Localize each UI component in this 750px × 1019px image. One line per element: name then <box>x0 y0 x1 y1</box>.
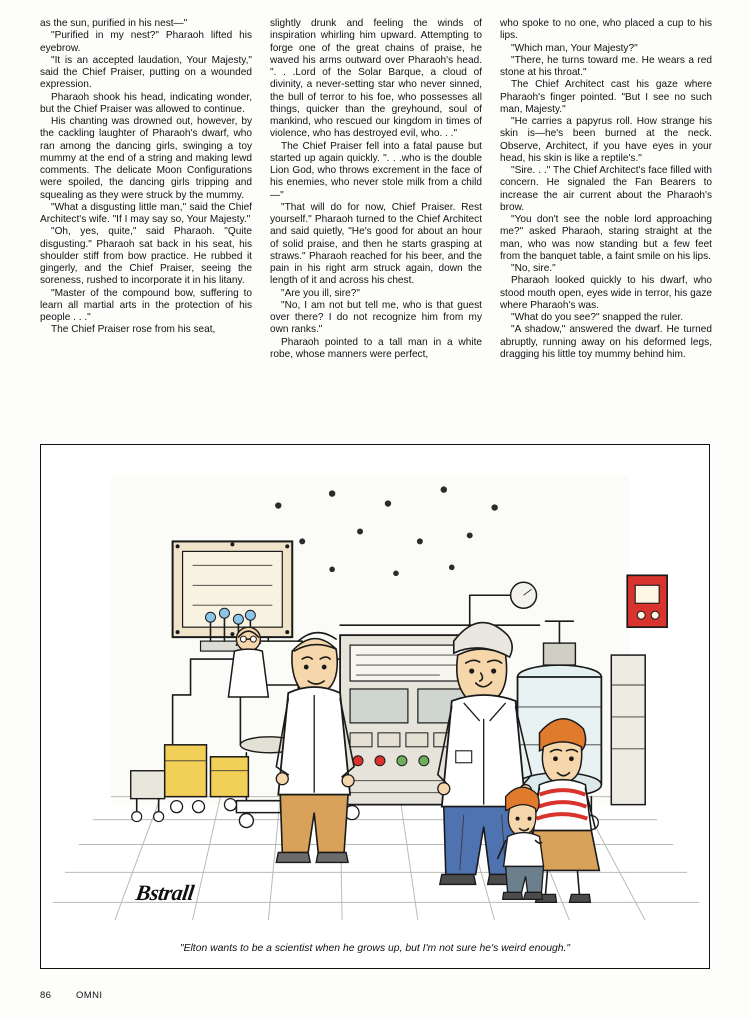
cartoon-panel <box>40 444 710 969</box>
cartoon-illustration <box>41 445 709 920</box>
paragraph: "Which man, Your Majesty?" <box>511 42 638 54</box>
paragraph: as the sun, purified in his nest—" <box>40 18 188 29</box>
article-body <box>40 18 712 428</box>
page-footer <box>40 990 102 1001</box>
paragraph: His chanting was drowned out, however, by the cackling laughter of Pharaoh's dwarf, who ran among the dancing girls, swinging a toy mummy at the end of a string and making lewd comments. The delicate Moon Configurations were spoiled, the dancing girls tripping and squealing as they were struck by the mummy. <box>40 116 252 201</box>
paragraph: "What do you see?" snapped the ruler. <box>511 312 684 323</box>
cartoon-caption: "Elton wants to be a scientist when he grows up, but I'm not sure he's weird enough." <box>179 943 571 954</box>
paragraph: The Chief Architect cast his gaze where Pharaoh's finger pointed. "But I see no such man, Majesty." <box>500 79 712 115</box>
paragraph: who spoke to no one, who placed a cup to his lips. <box>500 18 712 42</box>
page-number: 86 <box>40 990 52 1001</box>
paragraph: Pharaoh pointed to a tall man in a white robe, whose manners were perfect, <box>270 336 482 360</box>
paragraph: "That will do for now, Chief Praiser. Rest yourself." Pharaoh turned to the Chief Architect and said quietly, "He's good for about an hour of solid praise, and then he starts grasping at straws." Pharaoh reached for his beer, and the pain in his right arm struck again, down the length of it and across his chest. <box>270 201 482 287</box>
paragraph: "Master of the compound bow, suffering to learn all martial arts in the protection of his people . . ." <box>40 287 252 323</box>
text-column-3 <box>500 18 712 428</box>
wall-control-box <box>627 575 667 627</box>
paragraph: "A shadow," answered the dwarf. He turned abruptly, running away on his deformed legs, dragging his little toy mummy behind him. <box>500 324 712 360</box>
paragraph: Pharaoh shook his head, indicating wonder, but the Chief Praiser was allowed to continue. <box>40 91 252 115</box>
paragraph: "Oh, yes, quite," said Pharaoh. "Quite disgusting." Pharaoh sat back in his seat, his shoulder stiff from bow practice. He rubbed it gingerly, and the Chief Praiser, seeing the soreness, rushed to incorporate it in his litany. <box>40 226 252 287</box>
wall-hatch-frame <box>173 541 293 637</box>
paragraph: "No, sire." <box>511 263 556 274</box>
paragraph: The Chief Praiser fell into a fatal pause but started up again quickly. ". . .who is the double Lion God, who throws excrement in the face of his enemies, who never stole milk from a child—" <box>270 140 482 201</box>
paragraph: "He carries a papyrus roll. How strange his skin is—he's been burned at the neck. Observe, Architect, if you have eyes in your head, his skin is like a reptile's." <box>500 116 712 164</box>
magazine-name: OMNI <box>76 990 103 1001</box>
paragraph: "There, he turns toward me. He wears a red stone at his throat." <box>500 54 712 78</box>
paragraph: "Purified in my nest?" Pharaoh lifted his eyebrow. <box>40 30 252 54</box>
artist-signature: Bstrall <box>134 880 196 905</box>
paragraph: "You don't see the noble lord approaching me?" asked Pharaoh, staring straight at the man, who was now standing but a few feet from the banquet table, a faint smile on his lips. <box>500 214 712 262</box>
paragraph: "Are you ill, sire?" <box>281 287 360 299</box>
paragraph: "It is an accepted laudation, Your Majesty," said the Chief Praiser, putting on a wounded expression. <box>40 54 252 91</box>
paragraph: Pharaoh looked quickly to his dwarf, who stood mouth open, eyes wide in terror, his gaze where Pharaoh's was. <box>500 275 712 311</box>
text-column-2 <box>270 18 482 428</box>
paragraph: slightly drunk and feeling the winds of inspiration whirling him upward. Attempting to forge one of the great chains of praise, he waved his arms outward over Pharaoh's head. ". . .Lord of the Solar Barque, a cloud of divinity, a never-setting star who never sinned, the bull of terror to his foe, who possesses all things, quicker than the greyhound, soul of mankind, who rescued our kingdom in times of violence, who has destroyed evil, who. . ." <box>270 18 482 140</box>
paragraph: "What a disgusting little man," said the Chief Architect's wife. "If I may say so, Your Majesty." <box>40 201 252 225</box>
laboratory-scene-svg <box>41 445 709 920</box>
paragraph: "Sire. . ." The Chief Architect's face filled with concern. He signaled the Fan Bearers to increase the air current about the Pharaoh's brow. <box>500 165 712 213</box>
paragraph: "No, I am not but tell me, who is that guest over there? I do not recognize him from my own ranks." <box>270 299 482 336</box>
text-column-1 <box>40 18 252 428</box>
paragraph: The Chief Praiser rose from his seat, <box>51 324 216 336</box>
